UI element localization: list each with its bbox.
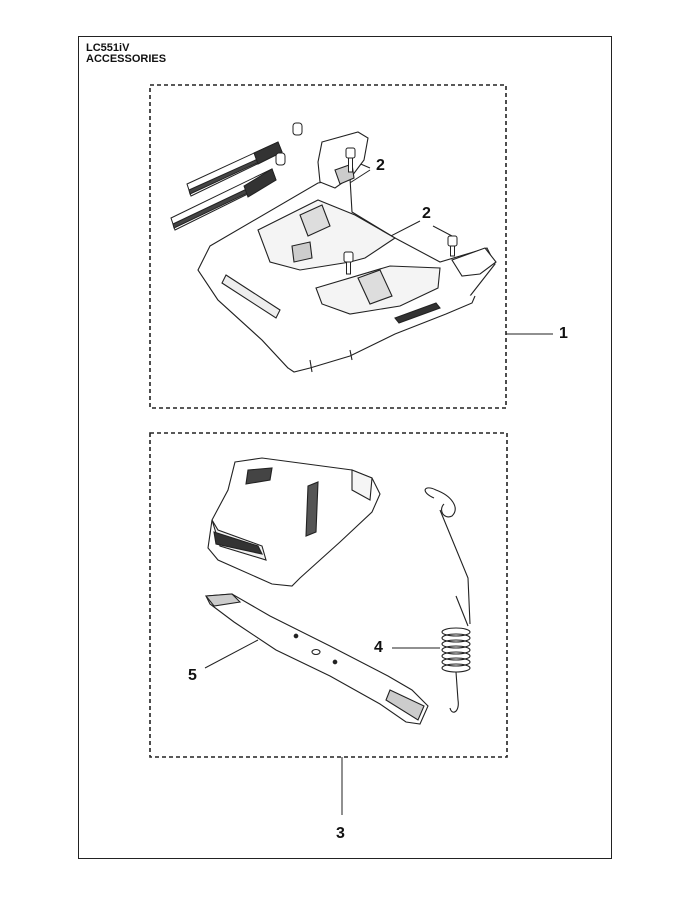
section-title: ACCESSORIES <box>86 53 167 65</box>
model-number: LC551iV <box>86 42 130 54</box>
callout-2-upper: 2 <box>376 157 385 174</box>
body-cover <box>208 458 380 586</box>
leader-line-5 <box>205 640 258 668</box>
spring-coils <box>442 628 470 672</box>
callout-2-lower: 2 <box>422 205 431 222</box>
blade <box>206 594 428 724</box>
callout-3: 3 <box>336 825 345 842</box>
callout-4: 4 <box>374 639 383 656</box>
callout-1: 1 <box>559 325 568 342</box>
leader-line-2b-2 <box>433 226 452 236</box>
callout-5: 5 <box>188 667 197 684</box>
spring <box>425 488 470 712</box>
